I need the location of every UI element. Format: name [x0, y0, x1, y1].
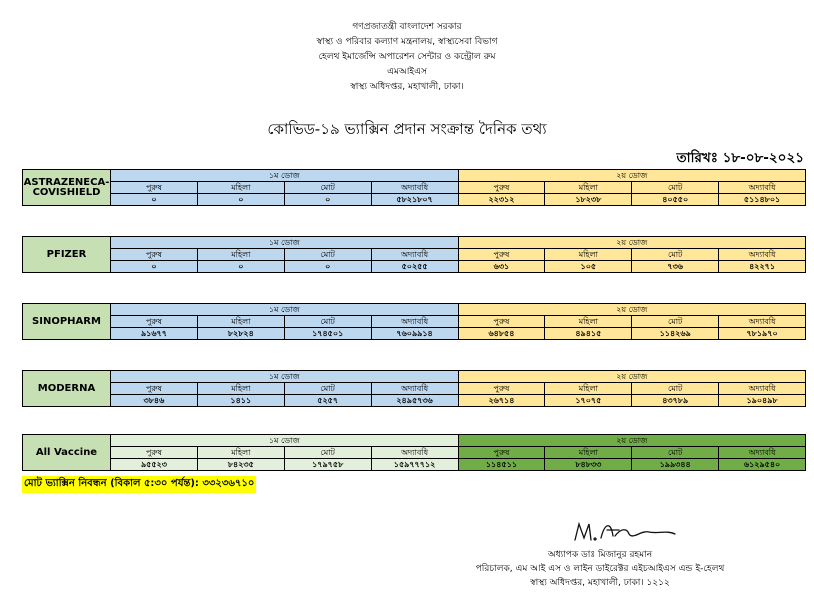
dose1-total: ১৭৪৫০১	[284, 328, 371, 340]
dose1-male: ৯৫৫২৩	[111, 459, 198, 471]
dose2-total: ৭৩৬	[632, 261, 719, 273]
dose1-header: ১ম ডোজ	[111, 304, 459, 316]
header-line-control-room: হেলথ ইমার্জেন্সি অপারেশন সেন্টার ও কন্ট্রোল রুম	[318, 52, 496, 62]
signatory-name: অধ্যাপক ডাঃ মিজানুর রহমান	[547, 550, 653, 560]
dose2-female: ১০৫	[545, 261, 632, 273]
page-title: কোভিড-১৯ ভ্যাক্সিন প্রদান সংক্রান্ত দৈনিক তথ্য	[267, 120, 547, 138]
dose1-male: ৯১৬৭৭	[111, 328, 198, 340]
vaccine-table-all	[22, 434, 806, 471]
column-total: মোট	[284, 316, 371, 328]
column-total: মোট	[632, 383, 719, 395]
column-total: মোট	[632, 447, 719, 459]
dose2-male: ৬৪৮৫৪	[458, 328, 545, 340]
vaccine-name: SINOPHARM	[23, 304, 111, 340]
column-female: মহিলা	[197, 316, 284, 328]
column-female: মহিলা	[197, 447, 284, 459]
dose1-female: ০	[197, 194, 284, 206]
column-female: মহিলা	[545, 249, 632, 261]
column-female: মহিলা	[545, 447, 632, 459]
dose2-cumulative: ১৯০৪৯৮	[719, 395, 806, 407]
vaccine-name: All Vaccine	[23, 435, 111, 471]
column-total: মোট	[284, 383, 371, 395]
dose1-male: ০	[111, 194, 198, 206]
dose2-header: ২য় ডোজ	[458, 435, 806, 447]
signatory-address: স্বাস্থ্য অধিদপ্তর, মহাখালী, ঢাকা। ১২১২	[530, 578, 670, 588]
column-male: পুরুষ	[111, 447, 198, 459]
dose2-cumulative: ৬১২৯৫৪০	[719, 459, 806, 471]
dose2-total: ১৯৯৩৪৪	[632, 459, 719, 471]
dose2-header: ২য় ডোজ	[458, 371, 806, 383]
column-cumulative: অদ্যাবধি	[371, 383, 458, 395]
dose1-female: ১৪১১	[197, 395, 284, 407]
column-female: মহিলা	[545, 316, 632, 328]
dose1-cumulative: ৫৮২১৮০৭	[371, 194, 458, 206]
vaccine-name: ASTRAZENECA-COVISHIELD	[23, 170, 111, 206]
header-line-mis: এমআইএস	[387, 67, 427, 77]
header	[0, 20, 814, 95]
signatory-block	[420, 548, 780, 590]
column-female: মহিলা	[197, 249, 284, 261]
column-female: মহিলা	[197, 182, 284, 194]
dose2-cumulative: ৪২২৭১	[719, 261, 806, 273]
column-male: পুরুষ	[111, 316, 198, 328]
dose2-female: ৮৪৮৩৩	[545, 459, 632, 471]
dose1-header: ১ম ডোজ	[111, 170, 459, 182]
vaccine-name: MODERNA	[23, 371, 111, 407]
column-cumulative: অদ্যাবধি	[719, 447, 806, 459]
column-total: মোট	[632, 182, 719, 194]
dose2-total: ৪৩৭৮৯	[632, 395, 719, 407]
column-male: পুরুষ	[111, 383, 198, 395]
dose2-total: ১১৪২৬৯	[632, 328, 719, 340]
column-male: পুরুষ	[458, 316, 545, 328]
column-total: মোট	[284, 447, 371, 459]
dose1-cumulative: ৭৬০৯৯১৪	[371, 328, 458, 340]
vaccine-name: PFIZER	[23, 237, 111, 273]
dose1-male: ০	[111, 261, 198, 273]
column-cumulative: অদ্যাবধি	[371, 447, 458, 459]
column-total: মোট	[632, 316, 719, 328]
header-line-ministry: স্বাস্থ্য ও পরিবার কল্যাণ মন্ত্রনালয়, স্বাস্থ্যসেবা বিভাগ	[316, 37, 498, 47]
dose2-female: ৪৯৪১৫	[545, 328, 632, 340]
vaccine-table-sinopharm	[22, 303, 806, 340]
dose2-cumulative: ৫১১৪৮০১	[719, 194, 806, 206]
dose2-male: ৬৩১	[458, 261, 545, 273]
dose1-female: ০	[197, 261, 284, 273]
column-male: পুরুষ	[458, 447, 545, 459]
dose2-female: ১৮২৩৮	[545, 194, 632, 206]
dose1-female: ৮২৮২৪	[197, 328, 284, 340]
column-cumulative: অদ্যাবধি	[371, 249, 458, 261]
vaccine-table-pfizer	[22, 236, 806, 273]
column-female: মহিলা	[197, 383, 284, 395]
dose1-female: ৮৪২৩৫	[197, 459, 284, 471]
dose1-total: ৫২৫৭	[284, 395, 371, 407]
column-female: মহিলা	[545, 383, 632, 395]
vaccine-table-moderna	[22, 370, 806, 407]
dose1-cumulative: ১৫৯৭৭৭১২	[371, 459, 458, 471]
column-cumulative: অদ্যাবধি	[719, 383, 806, 395]
dose2-female: ১৭০৭৫	[545, 395, 632, 407]
dose2-male: ২৬৭১৪	[458, 395, 545, 407]
dose2-total: ৪০৫৫০	[632, 194, 719, 206]
column-male: পুরুষ	[111, 182, 198, 194]
dose1-cumulative: ২৪৯৫৭৩৬	[371, 395, 458, 407]
column-cumulative: অদ্যাবধি	[719, 249, 806, 261]
signature-icon	[571, 518, 681, 546]
column-cumulative: অদ্যাবধি	[371, 182, 458, 194]
dose2-header: ২য় ডোজ	[458, 304, 806, 316]
column-male: পুরুষ	[458, 383, 545, 395]
dose1-total: ০	[284, 261, 371, 273]
dose2-header: ২য় ডোজ	[458, 170, 806, 182]
dose2-male: ২২৩১২	[458, 194, 545, 206]
column-cumulative: অদ্যাবধি	[719, 182, 806, 194]
column-total: মোট	[632, 249, 719, 261]
column-male: পুরুষ	[458, 182, 545, 194]
dose1-male: ৩৮৪৬	[111, 395, 198, 407]
column-cumulative: অদ্যাবধি	[719, 316, 806, 328]
report-date: তারিখঃ ১৮-০৮-২০২১	[676, 150, 804, 166]
dose2-cumulative: ৭৮১৯৭০	[719, 328, 806, 340]
vaccine-table-astrazeneca	[22, 169, 806, 206]
header-line-government: গণপ্রজাতন্ত্রী বাংলাদেশ সরকার	[352, 22, 462, 32]
dose1-total: ০	[284, 194, 371, 206]
column-cumulative: অদ্যাবধি	[371, 316, 458, 328]
column-female: মহিলা	[545, 182, 632, 194]
dose1-cumulative: ৫০২৫৫	[371, 261, 458, 273]
dose1-header: ১ম ডোজ	[111, 237, 459, 249]
signatory-designation: পরিচালক, এম আই এস ও লাইন ডাইরেক্টর এইচআইএস এন্ড ই-হেলথ	[475, 564, 725, 574]
column-total: মোট	[284, 182, 371, 194]
dose2-male: ১১৪৫১১	[458, 459, 545, 471]
dose1-header: ১ম ডোজ	[111, 435, 459, 447]
dose1-header: ১ম ডোজ	[111, 371, 459, 383]
column-male: পুরুষ	[458, 249, 545, 261]
dose1-total: ১৭৯৭৫৮	[284, 459, 371, 471]
header-line-address: স্বাস্থ্য অধিদপ্তর, মহাখালী, ঢাকা।	[350, 82, 464, 92]
total-registration: মোট ভ্যাক্সিন নিবন্ধন (বিকাল ৫:৩০ পর্যন্ত): ৩৩২৩৬৭১০	[22, 476, 256, 493]
column-male: পুরুষ	[111, 249, 198, 261]
column-total: মোট	[284, 249, 371, 261]
dose2-header: ২য় ডোজ	[458, 237, 806, 249]
